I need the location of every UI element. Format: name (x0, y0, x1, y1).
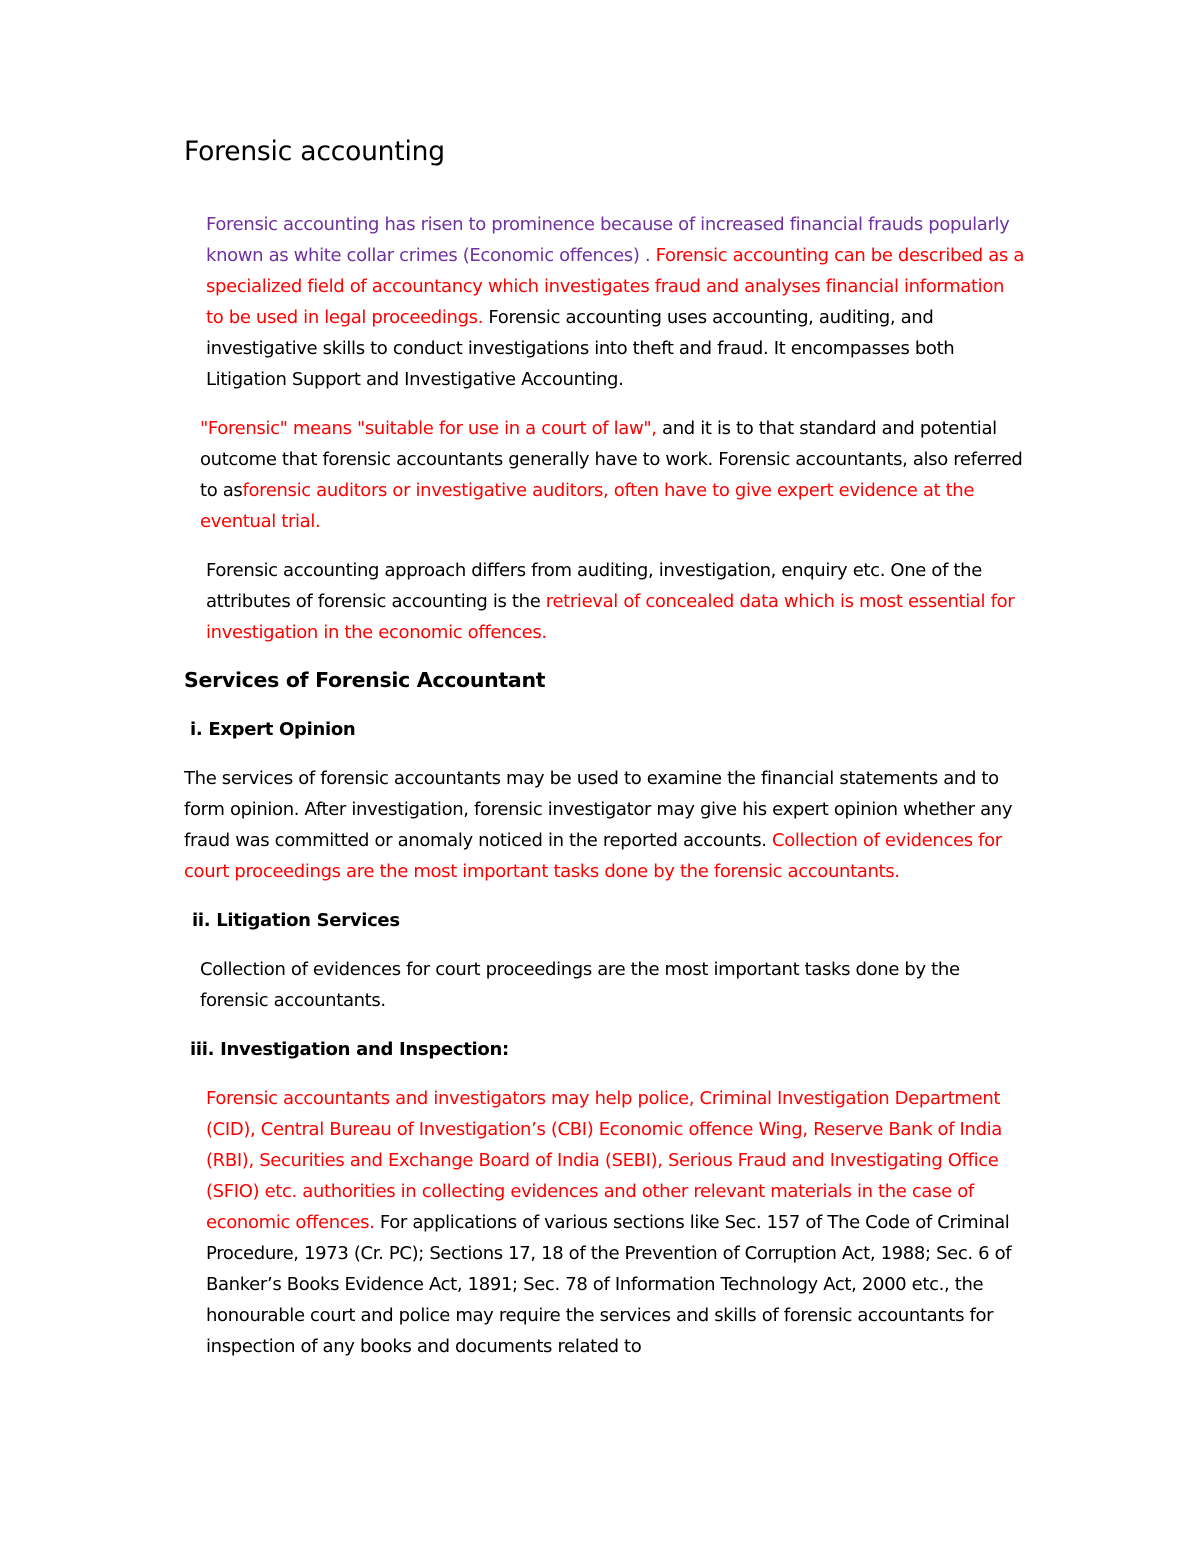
meaning-black-text: and it is to that standard and potential outcome that forensic accountants generally have to work. Forensic accountants, also referred to as (200, 418, 1023, 501)
approach-red-text: retrieval of concealed data which is most essential for investigation in the economic offences. (206, 591, 1015, 643)
approach-paragraph (184, 555, 1024, 648)
document-body (184, 136, 1024, 1362)
intro-black-text: Forensic accounting uses accounting, auditing, and investigative skills to conduct investigations into theft and fraud. It encompasses both Litigation Support and Investigative Accounting. (206, 307, 955, 390)
litigation-services-paragraph: Collection of evidences for court proceedings are the most important tasks done by the forensic accountants. (200, 959, 960, 1011)
litigation-services-heading: ii. Litigation Services (192, 910, 400, 931)
expert-opinion-heading: i. Expert Opinion (190, 719, 356, 740)
investigation-red-text: Forensic accountants and investigators may help police, Criminal Investigation Department (CID), Central Bureau of Investigation’s (CBI) Economic offence Wing, Reserve Bank of India (RBI), Securities and Exchange Board of India (SEBI), Serious Fraud and Investigating Office (SFIO) etc. authorities in collecting evidences and other relevant materials in the case of economic offences. (206, 1088, 1002, 1233)
investigation-inspection-heading: iii. Investigation and Inspection: (190, 1039, 509, 1060)
approach-black-text: Forensic accounting approach differs from auditing, investigation, enquiry etc. One of the attributes of forensic accounting is the (206, 560, 982, 612)
page-title: Forensic accounting (184, 136, 445, 167)
intro-purple-text: Forensic accounting has risen to prominence because of increased financial frauds popularly known as white collar crimes (Economic offences) . (206, 214, 1010, 266)
meaning-red-text: "Forensic" means "suitable for use in a court of law", (200, 418, 657, 439)
meaning-red-text-2: forensic auditors or investigative auditors, often have to give expert evidence at the eventual trial. (200, 480, 975, 532)
intro-paragraph (184, 209, 1024, 395)
expert-opinion-red-text: Collection of evidences for court proceedings are the most important tasks done by the forensic accountants. (184, 830, 1002, 882)
forensic-meaning-paragraph (184, 413, 1024, 537)
investigation-inspection-paragraph (184, 1083, 1024, 1362)
services-heading: Services of Forensic Accountant (184, 668, 546, 692)
investigation-black-text: For applications of various sections like Sec. 157 of The Code of Criminal Procedure, 1973 (Cr. PC); Sections 17, 18 of the Prevention of Corruption Act, 1988; Sec. 6 of Banker’s Books Evidence Act, 1891; Sec. 78 of Information Technology Act, 2000 etc., the honourable court and police may require the services and skills of forensic accountants for inspection of any books and documents related to (206, 1212, 1012, 1357)
intro-red-text: Forensic accounting can be described as a specialized field of accountancy which investigates fraud and analyses financial information to be used in legal proceedings. (206, 245, 1025, 328)
expert-opinion-black-text: The services of forensic accountants may be used to examine the financial statements and to form opinion. After investigation, forensic investigator may give his expert opinion whether any fraud was committed or anomaly noticed in the reported accounts. (184, 768, 1013, 851)
expert-opinion-paragraph (184, 763, 1024, 887)
